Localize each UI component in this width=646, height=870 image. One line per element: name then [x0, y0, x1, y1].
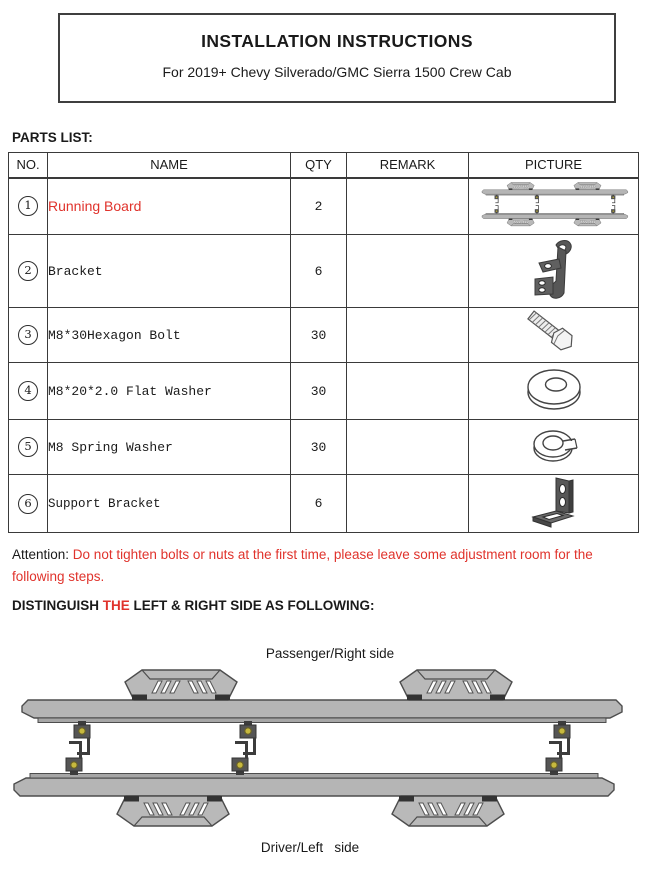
item-number-badge: 6	[18, 494, 38, 514]
item-number-badge: 5	[18, 437, 38, 457]
item-number-badge: 4	[18, 381, 38, 401]
attention-label: Attention:	[12, 547, 70, 562]
part-qty: 6	[291, 475, 347, 533]
part-remark	[347, 420, 469, 475]
page-title: INSTALLATION INSTRUCTIONS	[201, 31, 473, 51]
table-row	[9, 475, 639, 533]
part-qty: 30	[291, 420, 347, 475]
part-remark	[347, 178, 469, 235]
table-row	[9, 178, 639, 235]
table-row	[9, 235, 639, 308]
part-name: M8 Spring Washer	[48, 420, 291, 475]
spring-washer-picture	[469, 420, 639, 475]
table-row	[9, 363, 639, 420]
hexagon-bolt-picture	[469, 308, 639, 363]
header-box	[58, 13, 616, 103]
table-row	[9, 308, 639, 363]
part-qty: 2	[291, 178, 347, 235]
part-name: M8*20*2.0 Flat Washer	[48, 363, 291, 420]
parts-table	[8, 152, 639, 533]
item-number-badge: 2	[18, 261, 38, 281]
column-header-name: NAME	[48, 153, 291, 178]
part-remark	[347, 363, 469, 420]
distinguish-highlight: THE	[102, 598, 130, 613]
table-row	[9, 420, 639, 475]
running-board-pair-picture	[469, 178, 639, 235]
flat-washer-picture	[469, 363, 639, 420]
distinguish-suffix: LEFT & RIGHT SIDE AS FOLLOWING:	[129, 598, 375, 613]
support-bracket-picture	[469, 475, 639, 533]
part-name: Support Bracket	[48, 475, 291, 533]
item-number-badge: 1	[18, 196, 38, 216]
part-qty: 30	[291, 308, 347, 363]
column-header-qty: QTY	[291, 153, 347, 178]
page-subtitle: For 2019+ Chevy Silverado/GMC Sierra 1500 Crew Cab	[162, 64, 512, 80]
part-remark	[347, 235, 469, 308]
part-name: M8*30Hexagon Bolt	[48, 308, 291, 363]
part-qty: 30	[291, 363, 347, 420]
distinguish-prefix: DISTINGUISH	[12, 598, 103, 613]
column-header-no: NO.	[9, 153, 48, 178]
parts-list-label: PARTS LIST:	[12, 130, 93, 145]
part-remark	[347, 475, 469, 533]
part-name: Bracket	[48, 235, 291, 308]
column-header-picture: PICTURE	[469, 153, 639, 178]
table-header-row	[9, 153, 639, 178]
attention-text: Do not tighten bolts or nuts at the first time, please leave some adjustment room for the following steps.	[12, 547, 593, 584]
driver-side-label: Driver/Left side	[260, 840, 360, 855]
side-identification-diagram	[0, 666, 646, 836]
item-number-badge: 3	[18, 325, 38, 345]
distinguish-heading	[12, 598, 375, 613]
column-header-remark: REMARK	[347, 153, 469, 178]
part-remark	[347, 308, 469, 363]
passenger-side-label: Passenger/Right side	[265, 646, 395, 661]
attention-note	[12, 544, 636, 588]
part-name: Running Board	[48, 178, 291, 235]
mounting-bracket-picture	[469, 235, 639, 308]
part-qty: 6	[291, 235, 347, 308]
